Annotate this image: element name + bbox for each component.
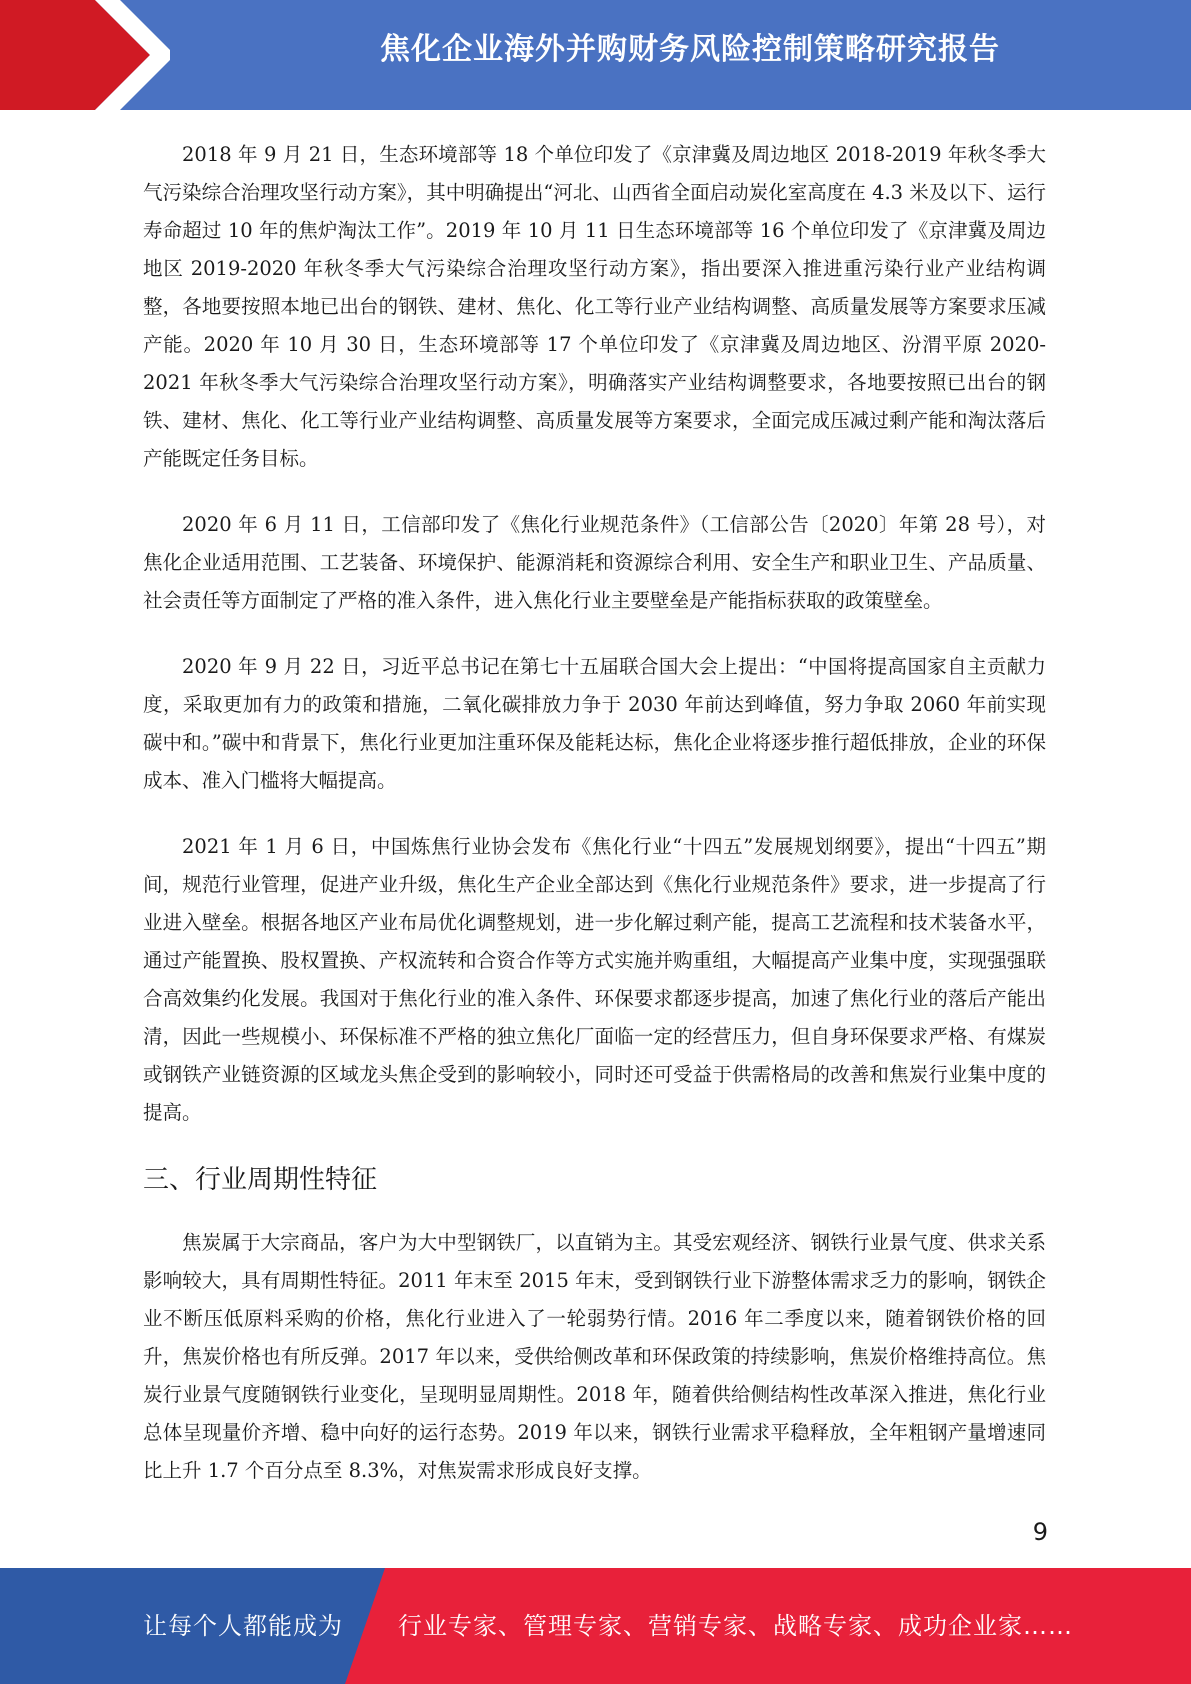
- page-number: 9: [1032, 1518, 1048, 1546]
- header-arrow-decoration: [0, 0, 170, 110]
- paragraph: 2020 年 9 月 22 日，习近平总书记在第七十五届联合国大会上提出：“中国将提高国家自主贡献力度，采取更加有力的政策和措施，二氧化碳排放力争于 2030 年前达到峰值，努力争取 2060 年前实现碳中和。”碳中和背景下，焦化行业更加注重环保及能耗达标，焦化企业将逐步推行超低排放，企业的环保成本、准入门槛将大幅提高。: [143, 655, 1046, 792]
- footer-slogan-list: 行业专家、管理专家、营销专家、战略专家、成功企业家……: [398, 1612, 1073, 1640]
- paragraph: 焦炭属于大宗商品，客户为大中型钢铁厂，以直销为主。其受宏观经济、钢铁行业景气度、供求关系影响较大，具有周期性特征。2011 年末至 2015 年末，受到钢铁行业下游整体需求乏力的影响，钢铁企业不断压低原料采购的价格，焦化行业进入了一轮弱势行情。2016 年二季度以来，随着钢铁价格的回升，焦炭价格也有所反弹。2017 年以来，受供给侧改革和环保政策的持续影响，焦炭价格维持高位。焦炭行业景气度随钢铁行业变化，呈现明显周期性。2018 年，随着供给侧结构性改革深入推进，焦化行业总体呈现量价齐增、稳中向好的运行态势。2019 年以来，钢铁行业需求平稳释放，全年粗钢产量增速同比上升 1.7 个百分点至 8.3%，对焦炭需求形成良好支撑。: [143, 1231, 1046, 1482]
- paragraph: 2018 年 9 月 21 日，生态环境部等 18 个单位印发了《京津冀及周边地区 2018-2019 年秋冬季大气污染综合治理攻坚行动方案》，其中明确提出“河北、山西省全面启动炭化室高度在 4.3 米及以下、运行寿命超过 10 年的焦炉淘汰工作”。2019 年 10 月 11 日生态环境部等 16 个单位印发了《京津冀及周边地区 2019-2020 年秋冬季大气污染综合治理攻坚行动方案》，指出要深入推进重污染行业产业结构调整，各地要按照本地已出台的钢铁、建材、焦化、化工等行业产业结构调整、高质量发展等方案要求压减产能。2020 年 10 月 30 日，生态环境部等 17 个单位印发了《京津冀及周边地区、汾渭平原 2020-2021 年秋冬季大气污染综合治理攻坚行动方案》，明确落实产业结构调整要求，各地要按照已出台的钢铁、建材、焦化、化工等行业产业结构调整、高质量发展等方案要求，全面完成压减过剩产能和淘汰落后产能既定任务目标。: [143, 143, 1046, 470]
- paragraph: 2020 年 6 月 11 日，工信部印发了《焦化行业规范条件》（工信部公告〔2020〕年第 28 号），对焦化企业适用范围、工艺装备、环境保护、能源消耗和资源综合利用、安全生产和职业卫生、产品质量、社会责任等方面制定了严格的准入条件，进入焦化行业主要壁垒是产能指标获取的政策壁垒。: [143, 513, 1046, 612]
- report-title: 焦化企业海外并购财务风险控制策略研究报告: [380, 32, 1000, 67]
- section-heading: 三、行业周期性特征: [143, 1165, 378, 1195]
- page-footer: [0, 1568, 1191, 1684]
- page-header: [0, 0, 1191, 110]
- document-body: [143, 136, 1046, 1518]
- paragraph: 2021 年 1 月 6 日，中国炼焦行业协会发布《焦化行业“十四五”发展规划纲要》，提出“十四五”期间，规范行业管理，促进产业升级，焦化生产企业全部达到《焦化行业规范条件》要求，进一步提高了行业进入壁垒。根据各地区产业布局优化调整规划，进一步化解过剩产能，提高工艺流程和技术装备水平，通过产能置换、股权置换、产权流转和合资合作等方式实施并购重组，大幅提高产业集中度，实现强强联合高效集约化发展。我国对于焦化行业的准入条件、环保要求都逐步提高，加速了焦化行业的落后产能出清，因此一些规模小、环保标准不严格的独立焦化厂面临一定的经营压力，但自身环保要求严格、有煤炭或钢铁产业链资源的区域龙头焦企受到的影响较小，同时还可受益于供需格局的改善和焦炭行业集中度的提高。: [143, 835, 1046, 1124]
- footer-slogan-lead: 让每个人都能成为: [143, 1612, 343, 1640]
